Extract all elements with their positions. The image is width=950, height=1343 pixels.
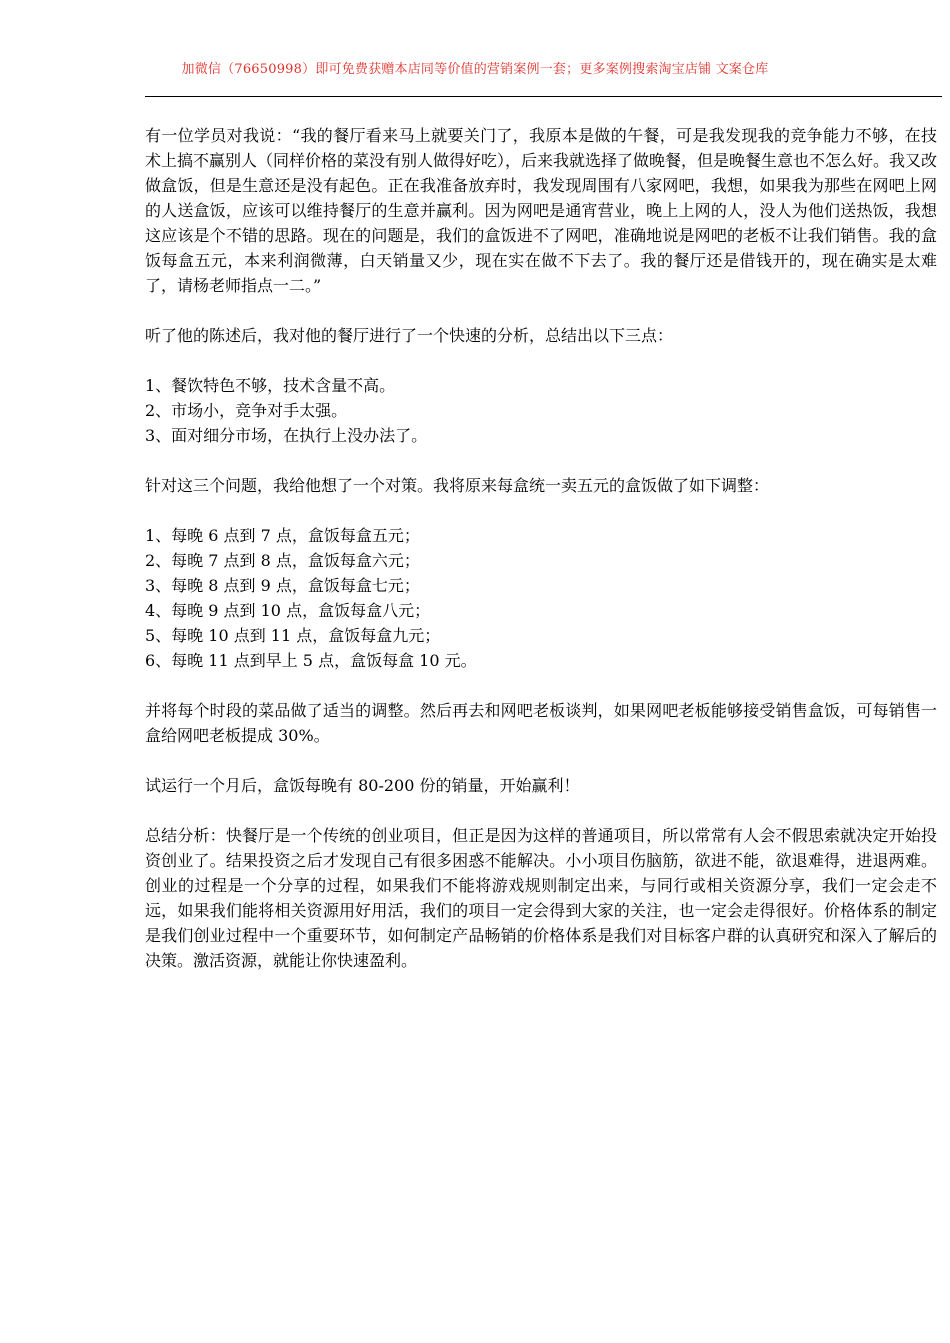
analysis-paragraph: 听了他的陈述后，我对他的餐厅进行了一个快速的分析，总结出以下三点：: [145, 326, 674, 345]
problems-list: [145, 373, 937, 448]
list-item: 2、市场小，竞争对手太强。: [145, 401, 348, 420]
result-paragraph: 试运行一个月后，盒饭每晚有 80-200 份的销量，开始赢利！: [145, 776, 580, 795]
summary-paragraph: 总结分析：快餐厅是一个传统的创业项目，但正是因为这样的普通项目，所以常常有人会不假思索就决定开始投资创业了。结果投资之后才发现自己有很多困惑不能解决。小小项目伤脑筋，欲进不能，欲退难得，进退两难。创业的过程是一个分享的过程，如果我们不能将游戏规则制定出来，与同行或相关资源分享，我们一定会走不远，如果我们能将相关资源用好用活，我们的项目一定会得到大家的关注，也一定会走得很好。价格体系的制定是我们创业过程中一个重要环节，如何制定产品畅销的价格体系是我们对目标客户群的认真研究和深入了解后的决策。激活资源，就能让你快速盈利。: [145, 826, 937, 970]
list-item: 2、每晚 7 点到 8 点，盒饭每盒六元；: [145, 551, 420, 570]
list-item: 3、面对细分市场，在执行上没办法了。: [145, 426, 428, 445]
list-item: 1、每晚 6 点到 7 点，盒饭每盒五元；: [145, 526, 420, 545]
pricing-list: [145, 523, 937, 673]
header-divider: [145, 96, 942, 97]
list-item: 6、每晚 11 点到早上 5 点，盒饭每盒 10 元。: [145, 651, 477, 670]
list-item: 4、每晚 9 点到 10 点，盒饭每盒八元；: [145, 601, 431, 620]
strategy-paragraph: 针对这三个问题，我给他想了一个对策。我将原来每盒统一卖五元的盒饭做了如下调整：: [145, 476, 770, 495]
list-item: 5、每晚 10 点到 11 点，盒饭每盒九元；: [145, 626, 441, 645]
list-item: 3、每晚 8 点到 9 点，盒饭每盒七元；: [145, 576, 420, 595]
intro-paragraph: 有一位学员对我说：“我的餐厅看来马上就要关门了，我原本是做的午餐，可是我发现我的竞争能力不够，在技术上搞不赢别人（同样价格的菜没有别人做得好吃），后来我就选择了做晚餐，但是晚餐生意也不怎么好。我又改做盒饭，但是生意还是没有起色。正在我准备放弃时，我发现周围有八家网吧，我想，如果我为那些在网吧上网的人送盒饭，应该可以维持餐厅的生意并赢利。因为网吧是通宵营业，晚上上网的人，没人为他们送热饭，我想这应该是个不错的思路。现在的问题是，我们的盒饭进不了网吧，准确地说是网吧的老板不让我们销售。我的盒饭每盒五元，本来利润微薄，白天销量又少，现在实在做不下去了。我的餐厅还是借钱开的，现在确实是太难了，请杨老师指点一二。”: [145, 126, 938, 295]
document-body: [145, 123, 937, 998]
negotiation-paragraph: 并将每个时段的菜品做了适当的调整。然后再去和网吧老板谈判，如果网吧老板能够接受销售盒饭，可每销售一盒给网吧老板提成 30%。: [145, 701, 937, 745]
list-item: 1、餐饮特色不够，技术含量不高。: [145, 376, 396, 395]
page-header-promo: 加微信（76650998）即可免费获赠本店同等价值的营销案例一套；更多案例搜索淘宝店铺 文案仓库: [181, 62, 769, 77]
